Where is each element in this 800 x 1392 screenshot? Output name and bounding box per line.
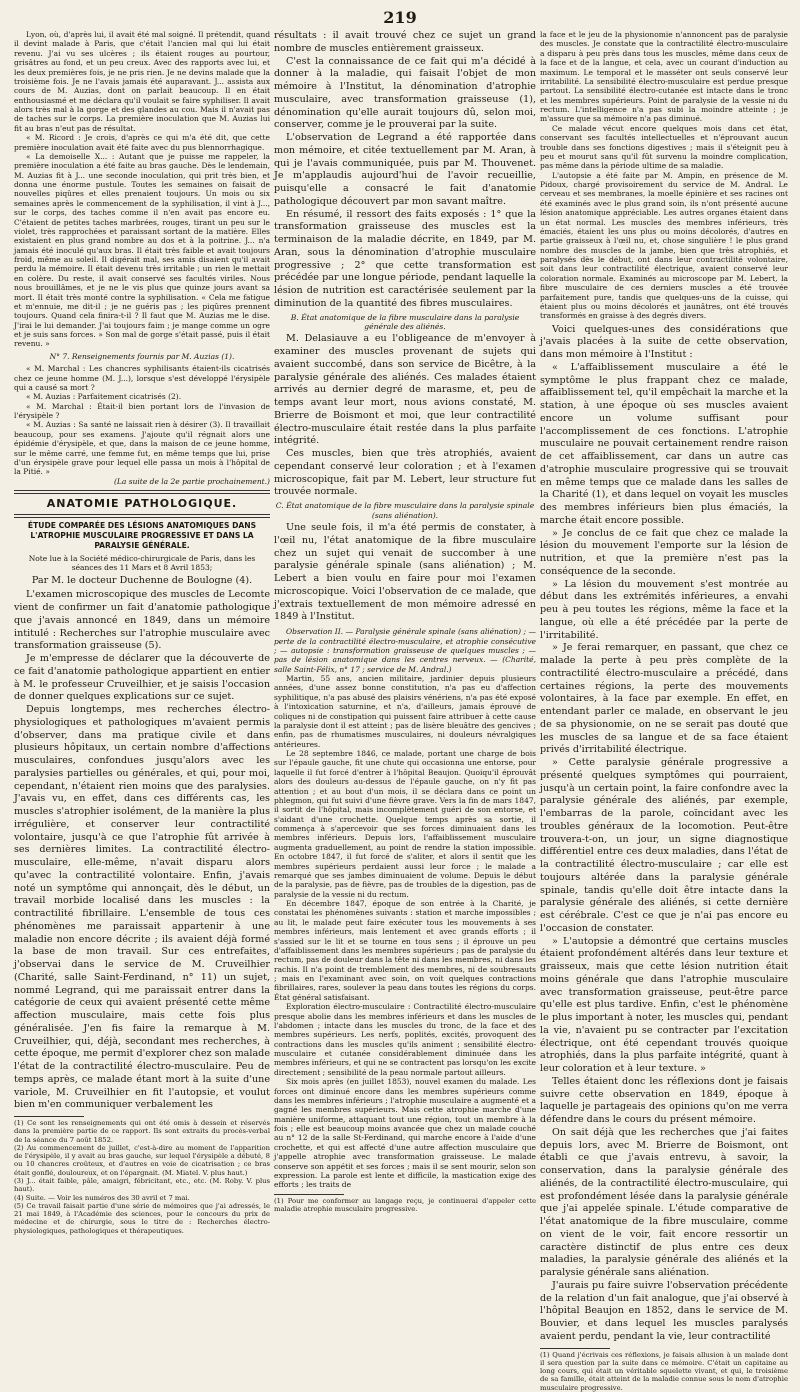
footnote-rule <box>274 1194 344 1195</box>
to-be-continued: (La suite de la 2e partie prochainement.) <box>113 476 270 486</box>
paragraph: On sait déjà que les recherches que j'ai faites depuis lors, avec M. Brierre de Boismont, ont établi ce que j'avais entrevu, à savoir, la conservation, dans la paralysie générale des aliénés, de la contractilité électro-musculaire, qui est profondément lésée dans la paralysie générale que j'ai appelée spinale. L'étude comparative de l'état anatomique de la fibre musculaire, comme on vient de le voir, fait encore ressortir un caractère distinctif de plus entre ces deux maladies, la paralysie générale des aliénés et la paralysie générale sans aliénation. <box>540 1126 788 1279</box>
column-3 <box>540 30 788 1392</box>
paragraph: L'examen microscopique des muscles de Lecomte vient de confirmer un fait d'anatomie pathologique que j'avais annoncé en 1849, dans un mémoire intitulé : Recherches sur l'atrophie musculaire avec transformation graisseuse (5). <box>14 589 270 652</box>
footnote-rule <box>540 1348 610 1349</box>
dialog-line: « M. Auzias : Sa santé ne laissait rien à désirer (3). Il travaillait beaucoup, pour ses examens. J'ajoute qu'il régnait alors une épidémie d'érysipèle, et que, dans la maison de ce jeune homme, sur le même carré, une femme fut, en même temps que lui, prise d'un érysipèle grave pour lequel elle passa un mois à l'hôpital de la Pitié. » <box>14 420 270 477</box>
paragraph: C'est la connaissance de ce fait qui m'a décidé à donner à la maladie, qui faisait l'objet de mon mémoire à l'Institut, la dénomination d'atrophie musculaire, avec transformation graisseuse (1), dénomination qu'elle aurait toujours dû, selon moi, conserver, comme je le prouverai par la suite. <box>274 55 536 131</box>
footnotes <box>274 1197 536 1214</box>
paragraph: Six mois après (en juillet 1853), nouvel examen du malade. Les forces ont diminué encore dans les membres supérieurs comme dans les membres inférieurs ; l'atrophie musculaire a augmenté et a gagné les membres supérieurs. Mais cette atrophie marche d'une manière uniforme, attaquant tout une région, tout un membre à la fois ; elle est beaucoup moins avancée que chez un malade couché au n° 12 de la salle St-Ferdinand, qui marche encore à l'aide d'une crochette, et qui est affecté d'une autre affection musculaire que j'appelle atrophie avec transformation graisseuse. Le malade conserve son appétit et ses forces ; mais il se sent mourir, selon son expression. La parole est lente et difficile, la mastication exige des efforts ; les traits de <box>274 1077 536 1190</box>
paragraph: » Je conclus de ce fait que chez ce malade la lésion du mouvement l'emporte sur la lésion de nutrition, et que la première n'est pas la conséquence de la seconde. <box>540 527 788 577</box>
footnote: (1) Ce sont les renseignements qui ont été omis à dessein et réservés dans la première partie de ce rapport. Ils sont extraits du procès-verbal de la séance du 7 août 1852. <box>14 1119 270 1144</box>
paragraph: En résumé, il ressort des faits exposés : 1° que la transformation graisseuse des muscles est la terminaison de la maladie décrite, en 1849, par M. Aran, sous la dénomination d'atrophie musculaire progressive ; 2° que cette transformation est précédée par une longue période, pendant laquelle la lésion de nutrition est caractérisée seulement par la diminution de la quantité des fibres musculaires. <box>274 208 536 309</box>
paragraph: résultats : il avait trouvé chez ce sujet un grand nombre de muscles entièrement graisseux. <box>274 30 536 54</box>
paragraph: Martin, 55 ans, ancien militaire, jardinier depuis plusieurs années, d'une assez bonne constitution, n'a pas eu d'affection syphilitique, n'a pas abusé des plaisirs vénériens, n'a pas été exposé à l'intoxication saturnine, et n'a, d'ailleurs, jamais éprouvé de coliques ni de constipation qui puissent faire attribuer à cette cause la paralysie dont il est atteint ; pas de lisère bleuâtre des gencives ; enfin, pas de rhumatismes musculaires, ni douleurs névralgiques antérieures. <box>274 674 536 749</box>
paragraph: » Cette paralysie générale progressive a présenté quelques symptômes qui pourraient, jusqu'à un certain point, la faire confondre avec la paralysie générale des aliénés, par exemple, l'embarras de la parole, coïncidant avec les troubles généraux de la locomotion. Peut-être trouvera-t-on, un jour, un signe diagnostique différentiel entre ces deux maladies, dans l'état de la contractilité électro-musculaire ; car elle est toujours altérée dans la paralysie générale spinale, tandis qu'elle doit être intacte dans la paralysie générale des aliénés, si cette dernière est cérébrale. C'est ce que je n'ai pas encore eu l'occasion de constater. <box>540 757 788 934</box>
paragraph: Exploration électro-musculaire : Contractilité électro-musculaire presque abolie dans les membres inférieurs et dans les muscles de l'abdomen ; intacte dans les muscles du tronc, de la face et des membres supérieurs. Les nerfs, poplités, excités, provoquent des contractions dans les muscles qu'ils animent ; sensibilité électro-musculaire et cutanée considérablement diminuée dans les membres inférieurs, et qui ne se contractent pas lorsqu'on les excite directement ; sensibilité de la peau normale partout ailleurs. <box>274 1002 536 1077</box>
column-2 <box>274 30 536 1213</box>
footnote: (4) Suite. — Voir les numéros des 30 avril et 7 mai. <box>14 1193 190 1202</box>
footnote: (1) Pour me conformer au langage reçu, je continuerai d'appeler cette maladie atrophie musculaire progressive. <box>274 1196 536 1213</box>
column-1 <box>14 30 270 1235</box>
paragraph: L'autopsie a été faite par M. Ampin, en présence de M. Pidoux, chargé provisoirement du service de M. Andral. Le cerveau et ses membranes, la moelle épinière et ses racines ont été examinés avec le plus grand soin, ils n'ont présenté aucune lésion anatomique appréciable. Les autres organes étaient dans un état normal. Les muscles des membres inférieurs, très émaciés, étaient les uns plus ou moins décolorés, d'autres en partie graisseux à l'œil nu, et, chose singulière ! le plus grand nombre des muscles de la jambe, bien que très atrophiés, et paralysés dès le début, ont dans leur contractilité volontaire, soit dans leur contractilité électrique, avaient conservé leur coloration normale. Examinés au microscope par M. Lebert, la fibre musculaire de ces derniers muscles a été trouvée parfaitement pure, tandis que quelques-uns de la cuisse, qui étaient plus ou moins décolorés et jaunâtres, ont été trouvés transformés en graisse à des degrés divers. <box>540 170 788 321</box>
page-number: 219 <box>383 8 417 27</box>
observation-continued <box>540 30 788 321</box>
footnote: (3) J... était faible, pâle, amaigri, fébricitant, etc., etc. (M. Roby. V. plus haut). <box>14 1177 270 1194</box>
dialog-line: « M. Marchal : Les chancres syphilisants étaient-ils cicatrisés chez ce jeune homme (M. J...), lorsque s'est développé l'érysipèle qui a causé sa mort ? <box>14 364 270 392</box>
article-body <box>14 589 270 1112</box>
footnote: (2) Au commencement de juillet, c'est-à-dire au moment de l'apparition de l'érysipèle, il y avait au bras gauche, sur lequel l'érysipèle a débuté, 8 ou 10 chancres croûteux, et d'autres en voie de cicatrisation ; ce bras était gonflé, douloureux, et on l'épargnait. (M. Miatel. V. plus haut.) <box>14 1143 270 1177</box>
dialog-line: « M. Marchal : Était-il bien portant lors de l'invasion de l'érysipèle ? <box>14 401 270 420</box>
footnotes <box>14 1119 270 1235</box>
paragraph: M. Delasiauve a eu l'obligeance de m'envoyer à examiner des muscles provenant de sujets qui avaient succombé, dans son service de Bicêtre, à la paralysie générale des aliénés. Ces malades étaient arrivés au dernier degré de marasme, et, peu de temps avant leur mort, nous avions constaté, M. Brierre de Boismont et moi, que leur contractilité électro-musculaire était restée dans la plus parfaite intégrité. <box>274 333 536 447</box>
paragraph: » Je ferai remarquer, en passant, que chez ce malade la perte à peu près complète de la contractilité électro-musculaire a précédé, dans certaines régions, la perte des mouvements volontaires, à la face par exemple. En effet, en entendant parler ce malade, en observant le jeu de sa physionomie, on ne se serait pas douté que les muscles de sa langue et de sa face étaient privés d'irritabilité électrique. <box>540 642 788 756</box>
subheading-b: B. État anatomique de la fibre musculaire dans la paralysie générale des aliénés. <box>290 312 520 331</box>
article-body <box>274 333 536 499</box>
note-heading: N° 7. Renseignements fournis par M. Auzias (1). <box>49 351 235 361</box>
section-divider <box>14 514 270 518</box>
paragraph: Telles étaient donc les réflexions dont je faisais suivre cette observation en 1849, époque à laquelle je partageais des opinions qu'on me verra défendre dans le cours du présent mémoire. <box>540 1075 788 1126</box>
paragraph: Voici quelques-unes des considérations que j'avais placées à la suite de cette observation, dans mon mémoire à l'Institut : <box>540 323 788 361</box>
paragraph: Ces muscles, bien que très atrophiés, avaient cependant conservé leur coloration ; et à l'examen microscopique, fait par M. Lebert, leur structure fut trouvée normale. <box>274 448 536 498</box>
paragraph: Je m'empresse de déclarer que la découverte de ce fait d'anatomie pathologique appartient en entier à M. le professeur Cruveilhier, et je saisis l'occasion de donner quelques explications sur ce sujet. <box>14 653 270 703</box>
footnote-rule <box>14 1116 84 1117</box>
paragraph: J'aurais pu faire suivre l'observation précédente de la relation d'un fait analogue, que j'ai observé à l'hôpital Beaujon en 1852, dans le service de M. Bouvier, et dans lequel les muscles paralysés avaient perdu, pendant la vie, leur contractilité <box>540 1279 788 1342</box>
paragraph: Le 28 septembre 1846, ce malade, portant une charge de bois sur l'épaule gauche, fit une chute qui occasionna une entorse, pour laquelle il fut forcé d'entrer à l'hôpital Beaujon. Quoiqu'il éprouvât alors des douleurs au-dessus de l'épaule gauche, on n'y fit pas attention ; et au bout d'un mois, il se déclara dans ce point un phlegmon, qui fut suivi d'une fièvre grave. Vers la fin de mars 1847, il sortit de l'hôpital, mais incomplètement guéri de son entorse, et s'aidant d'une crochette. Quelque temps après sa sortie, il commença à s'apercevoir que ses forces diminuaient dans les membres inférieurs. Depuis lors, l'affaiblissement musculaire augmenta graduellement, au point de rendre la station impossible. En octobre 1847, il fut forcé de s'aliter, et alors il sentit que les membres supérieurs perdaient aussi leur force ; le malade a remarqué que ses jambes diminuaient de volume. Depuis le début de la paralysie, pas de fièvre, pas de troubles de la digestion, pas de paralysie de la vessie ni du rectum. <box>274 749 536 899</box>
paragraph: « M. Ricord : Je crois, d'après ce qui m'a été dit, que cette première inoculation avait été faite avec du pus blennorrhagique. <box>14 133 270 152</box>
dialog-line: « M. Auzias : Parfaitement cicatrisés (2). <box>26 392 182 402</box>
footnote: (1) Quand j'écrivais ces réflexions, je faisais allusion à un malade dont il sera question par la suite dans ce mémoire. C'était un capitaine au long cours, qui était un véritable squelette vivant, et qui, le troisième de sa famille, était atteint de la maladie connue sous le nom d'atrophie musculaire progressive. <box>540 1350 788 1392</box>
article-dateline: Note lue à la Société médico-chirurgicale de Paris, dans les séances des 11 Mars et 8 Avril 1853; <box>28 553 256 572</box>
observation <box>274 627 536 1190</box>
paragraph: « La demoiselle X... : Autant que je puisse me rappeler, la première inoculation a été faite au bras gauche. Dès le lendemain, M. Auzias fit à J... une seconde inoculation, qui prit très bien, et donna une énorme pustule. Toutes les semaines on faisait de nouvelles piqûres et elles prenaient toujours. Un mois ou six semaines après le commencement de la syphilisation, il vint à J..., sur le corps, des taches comme il n'en avait pas encore eu. C'étaient de petites taches marbrées, rouges, tirant un peu sur le violet, très rapprochées et paraissant sortant de la matière. Elles existaient en plus grand nombre au dos et à la poitrine. J... n'a jamais été inoculé qu'aux bras. Il était très faible et avait toujours froid, même au soleil. Il digérait mal, ses amis disaient qu'il avait perdu la mémoire. Il était devenu très irritable ; un rien le mettait en colère. Du reste, il avait conservé ses facultés viriles. Nous nous brouillâmes, et je ne le vis plus que quinze jours avant sa mort. Il était très monté contre la syphilisation. « Cela me fatigue et m'ennuie, me dit-il ; je ne guéris pas ; les piqûres prennent toujours. Quand cela finira-t-il ? Il faut que M. Auzias me le dise. J'irai le lui demander. J'ai toujours faim ; je mange comme un ogre et je suis sans forces. » Son mal de gorge s'était passé, puis il était revenu. » <box>14 151 270 349</box>
subheading-c: C. État anatomique de la fibre musculaire dans la paralysie spinale (sans aliénation). <box>275 501 535 520</box>
article-byline: Par M. le docteur Duchenne de Boulogne (4). <box>31 575 253 587</box>
article-body <box>540 324 788 1344</box>
paragraph: la face et le jeu de la physionomie n'annoncent pas de paralysie des muscles. Je constate que la contractilité électro-musculaire a disparu à peu près dans tous les muscles, même dans ceux de la face et de la langue, et cela, avec un courant d'induction au maximum. Le temporal et le masséter ont seuls conservé leur irritabilité. La sensibilité électro-musculaire est perdue presque partout. La sensibilité électro-cutanée est intacte dans le tronc et les membres supérieurs. Point de paralysie de la vessie ni du rectum. L'intelligence n'a pas subi la moindre atteinte ; je m'assure que sa mémoire n'a pas diminué. <box>540 30 788 124</box>
paragraph: En décembre 1847, époque de son entrée à la Charité, je constatai les phénomènes suivants : station et marche impossibles ; au lit, le malade peut faire exécuter tous les mouvements à ses membres inférieurs, mais lentement et avec grands efforts ; il s'assied sur le lit et se tourne en tous sens ; il éprouve un peu d'affaiblissement dans les membres supérieurs ; pas de paralysie du rectum, pas de douleur dans la tête ni dans les membres, ni dans les rachis. Il n'a point de tremblement des membres, ni de soubresauts ; mais en l'examinant avec soin, on voit quelques contractions fibrillaires, rares, soulever la peau dans toutes les régions du corps. État général satisfaisant. <box>274 899 536 1002</box>
footnotes <box>540 1351 788 1392</box>
article-body <box>274 30 536 311</box>
paragraph: Lyon, où, d'après lui, il avait été mal soigné. Il prétendit, quand il devint malade à Paris, que c'était l'ancien mal qui lui était revenu. J'ai vu ses ulcères ; ils étaient rouges au pourtour, grisâtres au fond, et un peu creux. Avec des rapports avec lui, et les deux premières fois, je ne pris rien. Je ne devins malade que la troisième fois. Je ne l'avais jamais été auparavant. J... assista aux cours de M. Auzias, dont on parlait beaucoup. Il en était enthousiasmé et me déclara qu'il voulait se faire syphiliser. Il avait alors très mal à la gorge et des glandes au cou. Mais il n'avait pas de taches sur le corps. La première inoculation que M. Auzias lui fit au bras n'eut pas de résultat. <box>14 30 270 133</box>
footnote: (5) Ce travail faisait partie d'une série de mémoires que j'ai adressés, le 21 mai 1849, à l'Académie des sciences, pour le concours du prix de médecine et de chirurgie, sous le titre de : Recherches électro-physiologiques, pathologiques et thérapeutiques. <box>14 1201 270 1235</box>
paragraph: » La lésion du mouvement s'est montrée au début dans les extrémités inférieures, a envahi peu à peu toutes les régions, même la face et la langue, où elle a été précédée par la perte de l'irritabilité. <box>540 578 788 641</box>
paragraph: Une seule fois, il m'a été permis de constater, à l'œil nu, l'état anatomique de la fibre musculaire chez un sujet qui venait de succomber à une paralysie générale spinale (sans aliénation) ; M. Lebert a bien voulu en faire pour moi l'examen microscopique. Voici l'observation de ce malade, que j'extrais textuellement de mon mémoire adressé en 1849 à l'Institut. <box>274 522 536 623</box>
paragraph: » L'autopsie a démontré que certains muscles étaient profondément altérés dans leur texture et graisseux, mais que cette lésion nutrition était moins générale que dans l'atrophie musculaire avec transformation graisseuse, peut-être parce qu'elle est plus tardive. Enfin, c'est le phénomène le plus important à noter, les muscles qui, pendant la vie, n'avaient pu se contracter par l'excitation électrique, ont été cependant trouvés quoique atrophiés, dans la plus parfaite intégrité, quant à leur coloration et à leur texture. » <box>540 935 788 1075</box>
observation-title: Observation II. — Paralysie générale spinale (sans aliénation) ; — perte de la contractilité électro-musculaire, et atrophie consécutive ; — autopsie : transformation graisseuse de quelques muscles ; — pas de lésion anatomique dans les centres nerveux. — (Charité, salle Saint-Félix, n° 17 ; service de M. Andral.) <box>274 627 536 674</box>
paragraph: L'observation de Legrand a été rapportée dans mon mémoire, et citée textuellement par M. Aran, à qui je l'avais communiquée, puis par M. Thouvenet. Je m'applaudis aujourd'hui de l'avoir recueillie, puisqu'elle a consacré le fait d'anatomie pathologique découvert par mon savant maître. <box>274 132 536 207</box>
col1-continuation <box>14 30 270 486</box>
section-divider <box>14 490 270 494</box>
article-title: ÉTUDE COMPARÉE DES LÉSIONS ANATOMIQUES DANS L'ATROPHIE MUSCULAIRE PROGRESSIVE ET DANS LA PARALYSIE GÉNÉRALE. <box>27 521 257 550</box>
paragraph: « L'affaiblissement musculaire a été le symptôme le plus frappant chez ce malade, affaiblissement tel, qu'il empêchait la marche et la station, à une époque où ses muscles avaient encore un volume suffisant pour l'accomplissement de ces fonctions. L'atrophie musculaire ne pouvait certainement rendre raison de cet affaiblissement, car dans un autre cas d'atrophie musculaire progressive qui se trouvait en même temps que ce malade dans les salles de la Charité (1), et dans lequel on voyait les muscles des membres inférieurs bien plus émaciés, la marche était encore possible. <box>540 361 788 526</box>
article-body <box>274 522 536 624</box>
paragraph: Depuis longtemps, mes recherches électro-physiologiques et pathologiques m'avaient permis d'observer, dans ma pratique civile et dans plusieurs hôpitaux, un certain nombre d'affections musculaires, confondues jusqu'alors avec les paralysies partielles ou générales, et qui, pour moi, cependant, n'étaient rien moins que des paralysies. J'avais vu, en effet, dans ces différents cas, les muscles s'atrophier isolément, de la manière la plus irrégulière, et conserver leur contractilité volontaire, jusqu'à ce que l'atrophie fût arrivée à ses dernières limites. La contractilité électro-musculaire, elle-même, n'avait disparu alors qu'avec la contractilité volontaire. Enfin, j'avais noté un symptôme qui annonçait, dès le début, un travail morbide localisé dans les muscles : la contractilité fibrillaire. L'ensemble de tous ces phénomènes me paraissait appartenir à une maladie non encore décrite ; ils avaient déjà formé la base de mon travail. Sur ces entrefaites, j'observai dans le service de M. Cruveilhier (Charité, salle Saint-Ferdinand, n° 11) un sujet, nommé Legrand, qui me paraissait entrer dans la catégorie de ceux qui avaient présenté cette même affection musculaire, mais cette fois plus généralisée. J'en fis faire la remarque à M. Cruveilhier, qui, déjà, secondant mes recherches, à cette époque, me permit d'explorer chez son malade l'état de la contractilité électro-musculaire. Peu de temps après, ce malade étant mort à la suite d'une variole, M. Cruveilhier en fit l'autopsie, et voulut bien m'en communiquer verbalement les <box>14 704 270 1111</box>
section-title: ANATOMIE PATHOLOGIQUE. <box>46 497 238 510</box>
paragraph: Ce malade vécut encore quelques mois dans cet état, conservant ses facultés intellectuelles et n'éprouvant aucun trouble dans ses fonctions digestives ; mais il s'éteignit peu à peu et mourut sans qu'il fût survenu la moindre complication, pas même dans la période ultime de sa maladie. <box>540 123 788 171</box>
